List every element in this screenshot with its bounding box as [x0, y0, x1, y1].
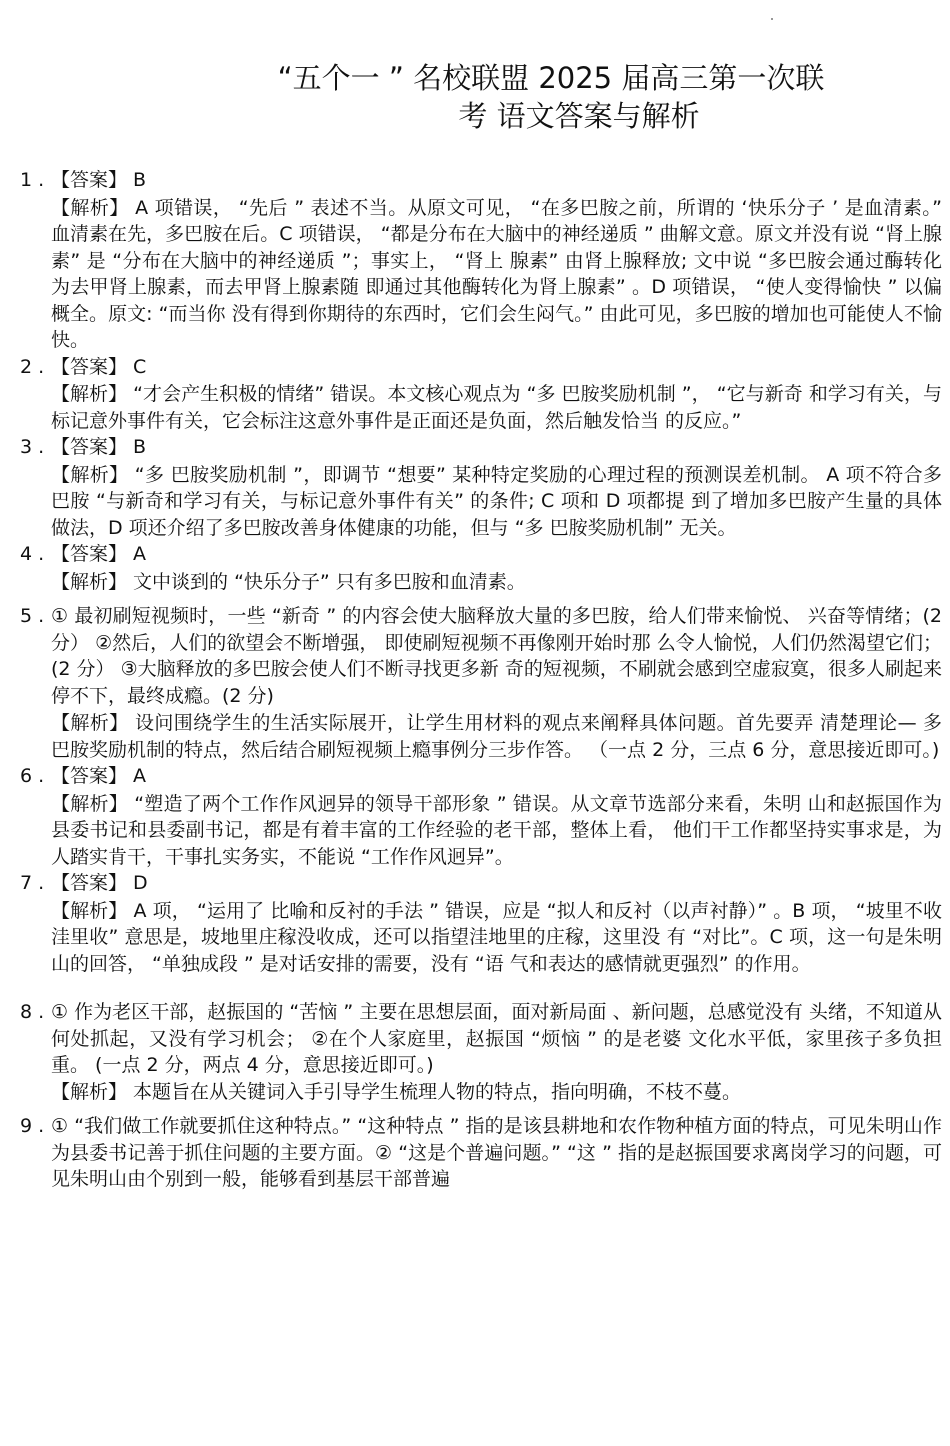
question-number: 3 .	[20, 436, 45, 458]
analysis-text: 【解析】 文中谈到的 “快乐分子” 只有多巴胺和血清素。	[51, 570, 526, 593]
question-6	[20, 763, 942, 870]
question-5	[20, 603, 942, 763]
analysis-text: 【解析】 “塑造了两个工作作风迥异的领导干部形象 ” 错误。从文章节选部分来看，朱明 山和赵振国作为县委书记和县委副书记，都是有着丰富的工作经验的老干部，整体上看， 他们干工作都坚持实事求是，为人踏实肯干，干事扎实务实，不能说 “工作作风迥异”。	[51, 792, 942, 868]
question-number: 6 .	[20, 765, 45, 787]
answer-text: ① 作为老区干部，赵振国的 “苦恼 ” 主要在思想层面，面对新局面 、新问题，总感觉没有 头绪，不知道从何处抓起，又没有学习机会； ②在个人家庭里，赵振国 “烦恼 ” 的是老婆 文化水平低，家里孩子多负担重。 (一点 2 分，两点 4 分，意思接近即可。)	[51, 1001, 942, 1076]
speck-mark	[771, 18, 773, 20]
question-7	[20, 870, 942, 977]
question-number: 8 .	[20, 1001, 45, 1023]
answer-text: ① 最初刷短视频时，一些 “新奇 ” 的内容会使大脑释放大量的多巴胺，给人们带来愉悦、 兴奋等情绪；(2 分） ②然后，人们的欲望会不断增强， 即使刷短视频不再像刚开始时那 么令人愉悦，人们仍然渴望它们； (2 分） ③大脑释放的多巴胺会使人们不断寻找更多新 奇的短视频，不刷就会感到空虚寂寞，很多人刷起来停不下，最终成瘾。(2 分)	[51, 605, 942, 707]
analysis-text: 【解析】 本题旨在从关键词入手引导学生梳理人物的特点，指向明确，不枝不蔓。	[51, 1080, 742, 1103]
question-number: 4 .	[20, 543, 45, 565]
analysis-text: 【解析】 A 项错误， “先后 ” 表述不当。从原文可见， “在多巴胺之前，所谓的 ‘快乐分子 ’ 是血清素。” 血清素在先，多巴胺在后。C 项错误， “都是分布在大脑中的神经递质 ” 曲解文意。原文并没有说 “肾上腺素” 是 “分布在大脑中的神经递质 ”；事实上， “肾上 腺素” 由肾上腺释放; 文中说 “多巴胺会通过酶转化为去甲肾上腺素，而去甲肾上腺素随 即通过其他酶转化为肾上腺素” 。D 项错误， “使人变得愉快 ” 以偏概全。原文: “而当你 没有得到你期待的东西时，它们会生闷气。” 由此可见，多巴胺的增加也可能使人不愉快。	[51, 196, 942, 351]
page-title-line-2: 考 语文答案与解析	[458, 99, 700, 133]
answer-text: 【答案】 A	[51, 543, 147, 565]
question-number: 2 .	[20, 355, 45, 378]
answer-text: 【答案】 A	[51, 765, 147, 787]
question-9	[20, 1113, 942, 1193]
question-2	[20, 354, 942, 435]
question-1	[20, 167, 942, 354]
analysis-text: 【解析】 “才会产生积极的情绪” 错误。本文核心观点为 “多 巴胺奖励机制 ”， “它与新奇 和学习有关，与标记意外事件有关，它会标注这意外事件是正面还是负面，然后触发恰当 的反应。”	[51, 383, 942, 432]
question-number: 7 .	[20, 872, 45, 894]
answer-text: 【答案】 C	[51, 355, 147, 378]
answer-text: ① “我们做工作就要抓住这种特点。” “这种特点 ” 指的是该县耕地和农作物种植方面的特点，可见朱明山作为县委书记善于抓住问题的主要方面。② “这是个普遍问题。” “这 ” 指的是赵振国要求离岗学习的问题，可见朱明山由个别到一般，能够看到基层干部普遍	[51, 1115, 942, 1190]
analysis-text: 【解析】 A 项， “运用了 比喻和反衬的手法 ” 错误，应是 “拟人和反衬（以声衬静）” 。B 项， “坡里不收洼里收” 意思是，坡地里庄稼没收成，还可以指望洼地里的庄稼，这里没 有 “对比”。C 项，这一句是朱明山的回答， “单独成段 ” 是对话安排的需要，没有 “语 气和表达的感情就更强烈” 的作用。	[51, 899, 942, 975]
question-8	[20, 999, 942, 1105]
answer-text: 【答案】 D	[51, 872, 148, 894]
question-3	[20, 434, 942, 541]
page-title-line-1: “五个一 ” 名校联盟 2025 届高三第一次联	[277, 61, 825, 95]
question-number: 5 .	[20, 605, 45, 627]
question-4	[20, 541, 942, 595]
question-number: 9 .	[20, 1115, 45, 1137]
analysis-text: 【解析】 “多 巴胺奖励机制 ”，即调节 “想要” 某种特定奖励的心理过程的预测误差机制。 A 项不符合多巴胺 “与新奇和学习有关，与标记意外事件有关” 的条件; C 项和 D 项都提 到了增加多巴胺产生量的具体做法，D 项还介绍了多巴胺改善身体健康的功能，但与 “多 巴胺奖励机制” 无关。	[51, 463, 942, 539]
question-number: 1 .	[20, 169, 45, 191]
answer-list	[20, 167, 942, 1193]
analysis-text: 【解析】 设问围绕学生的生活实际展开，让学生用材料的观点来阐释具体问题。首先要弄 清楚理论— 多巴胺奖励机制的特点，然后结合刷短视频上瘾事例分三步作答。 （一点 2 分，三点 6 分，意思接近即可。)	[51, 712, 942, 761]
answer-text: 【答案】 B	[51, 169, 147, 191]
answer-text: 【答案】 B	[51, 436, 147, 458]
